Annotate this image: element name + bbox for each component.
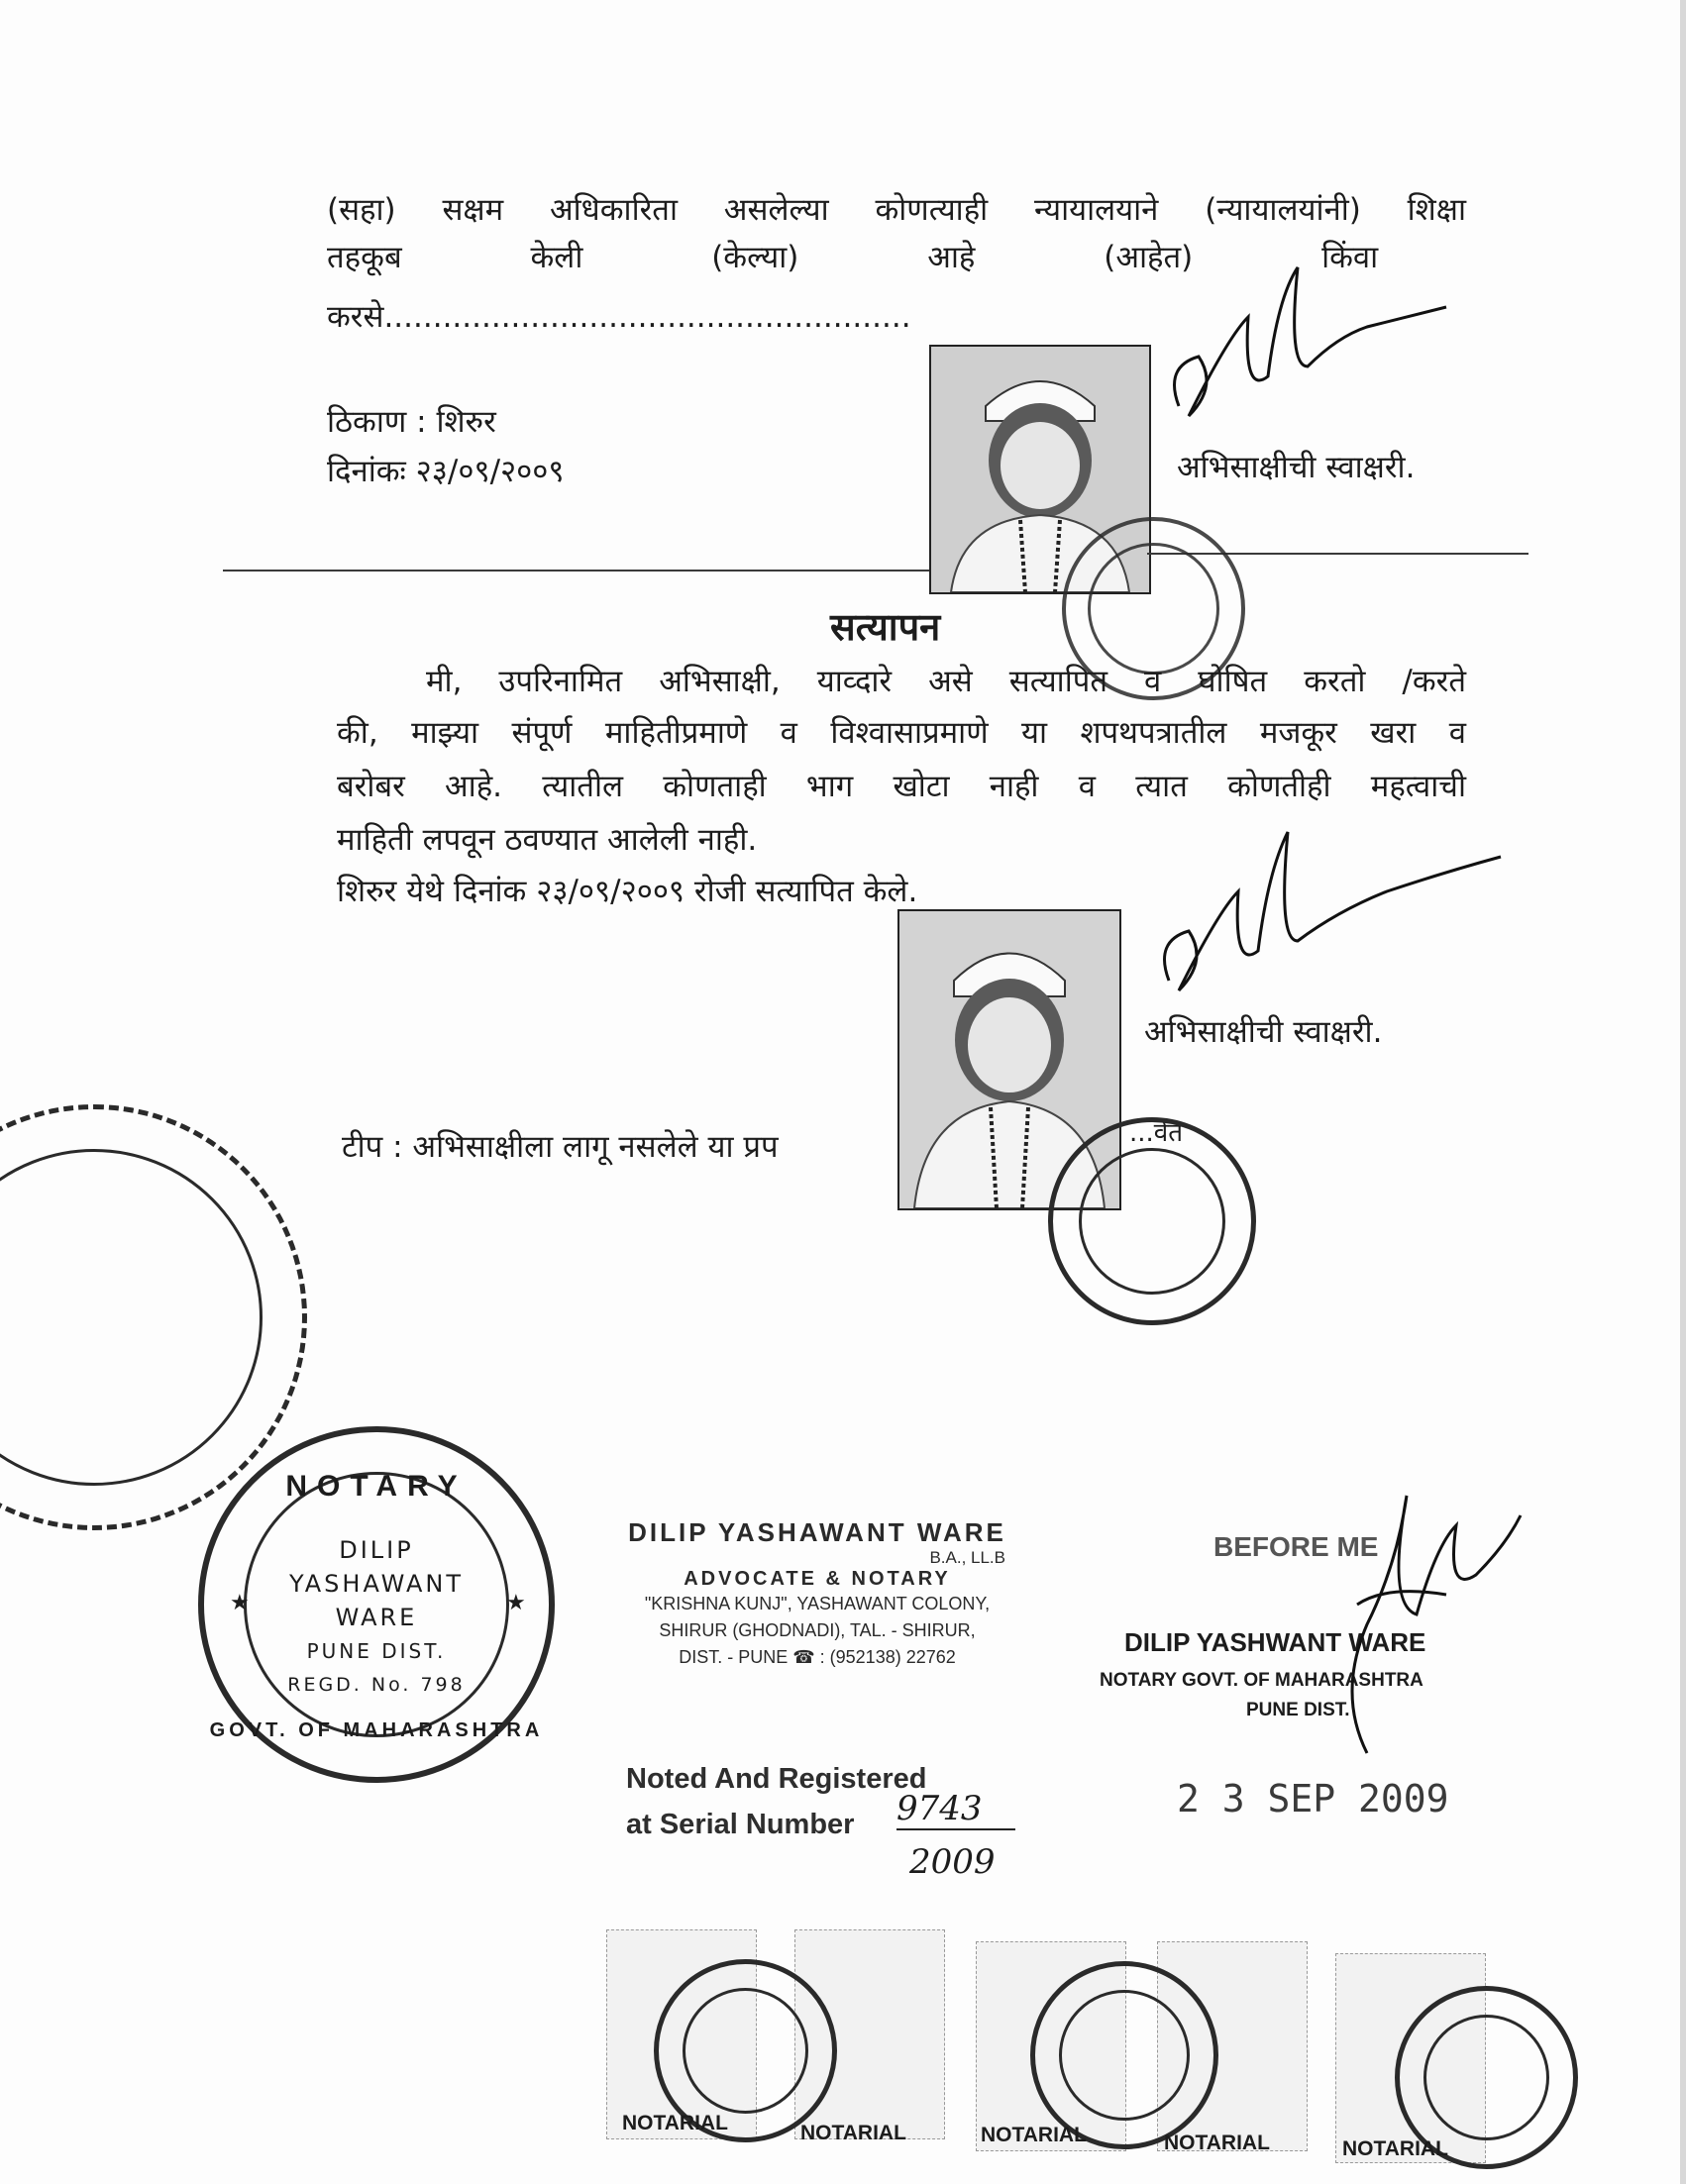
notarial-label-2: NOTARIAL — [800, 2122, 906, 2144]
date-stamp: 2 3 SEP 2009 — [1177, 1777, 1449, 1820]
verification-line-5: शिरुर येथे दिनांक २३/०९/२००९ रोजी सत्यापित केले. — [337, 874, 918, 909]
seal-star-left: ★ — [230, 1591, 250, 1615]
notary-address-1: "KRISHNA KUNJ", YASHAWANT COLONY, — [644, 1594, 991, 1613]
seal-line-3: WARE — [335, 1604, 418, 1631]
seal-line-1: DILIP — [339, 1536, 414, 1564]
verification-line-3: बरोबर आहे. त्यातील कोणताही भाग खोटा नाही व त्यात कोणतीही महत्वाची — [337, 769, 1466, 804]
page-edge — [1680, 0, 1686, 2184]
before-me-office: NOTARY GOVT. OF MAHARASHTRA — [1100, 1670, 1423, 1691]
clause-line-3: करसे...................................................... — [327, 299, 911, 335]
clause-line-1: (सहा) सक्षम अधिकारिता असलेल्या कोणत्याही न्यायालयाने (न्यायालयांनी) शिक्षा — [327, 192, 1466, 228]
notarial-label-3: NOTARIAL — [981, 2124, 1087, 2146]
registration-serial: 9743 — [896, 1789, 1015, 1830]
verification-line-2: की, माझ्या संपूर्ण माहितीप्रमाणे व विश्वासाप्रमाणे या शपथपत्रातील मजकूर खरा व — [337, 715, 1466, 751]
before-me-district: PUNE DIST. — [1246, 1700, 1350, 1720]
notary-round-stamp-2 — [1048, 1117, 1256, 1325]
signature-1 — [1159, 258, 1456, 456]
notary-address-2: SHIRUR (GHODNADI), TAL. - SHIRUR, — [659, 1620, 976, 1640]
verification-line-1: मी, उपरिनामित अभिसाक्षी, याव्दारे असे सत्यापित व घोषित करतो /करते — [426, 664, 1466, 699]
note-tail: ...वेत — [1129, 1118, 1184, 1148]
registration-line-2: at Serial Number — [626, 1809, 855, 1840]
seal-line-2: YASHAWANT — [288, 1570, 465, 1598]
clause-line-2: तहकूब केली (केल्या) आहे (आहेत) किंवा — [327, 240, 1379, 275]
seal-line-5: REGD. No. 798 — [287, 1674, 466, 1696]
verification-line-4: माहिती लपवून ठवण्यात आलेली नाही. — [337, 822, 758, 858]
notary-address-3: DIST. - PUNE ☎ : (952138) 22762 — [679, 1647, 956, 1667]
signature-2 — [1149, 812, 1506, 1010]
notarial-label-4: NOTARIAL — [1164, 2132, 1270, 2154]
seal-top-text: NOTARY — [285, 1470, 468, 1503]
date-label: दिनांकः २३/०९/२००९ — [327, 454, 565, 489]
notarial-round-stamp-2 — [1030, 1961, 1218, 2149]
notary-title: ADVOCATE & NOTARY — [684, 1568, 951, 1590]
notary-seal — [198, 1426, 555, 1783]
before-me-label: BEFORE ME — [1213, 1531, 1379, 1562]
registration-year: 2009 — [909, 1842, 996, 1882]
notary-signature — [1298, 1456, 1526, 1773]
seal-star-right: ★ — [506, 1591, 526, 1615]
notary-name: DILIP YASHAWANT WARE — [628, 1517, 1006, 1547]
signature-caption-1: अभिसाक्षीची स्वाक्षरी. — [1177, 450, 1416, 485]
note-text: टीप : अभिसाक्षीला लागू नसलेले या प्रप — [342, 1129, 779, 1165]
registration-line-1: Noted And Registered — [626, 1763, 927, 1795]
verification-heading: सत्यापन — [830, 605, 941, 649]
notary-address-block — [609, 1517, 1025, 1671]
seal-bottom-text: GOVT. OF MAHARASHTRA — [209, 1719, 544, 1741]
place-label: ठिकाण : शिरुर — [327, 404, 496, 440]
notarial-label-5: NOTARIAL — [1342, 2137, 1448, 2160]
partial-left-stamp — [0, 1104, 307, 1530]
notarial-label-1: NOTARIAL — [622, 2112, 728, 2134]
notary-degree: B.A., LL.B — [929, 1548, 1005, 1567]
divider-left — [223, 570, 929, 572]
before-me-name: DILIP YASHWANT WARE — [1124, 1627, 1426, 1657]
seal-line-4: PUNE DIST. — [306, 1639, 447, 1663]
signature-caption-2: अभिसाक्षीची स्वाक्षरी. — [1144, 1014, 1383, 1050]
